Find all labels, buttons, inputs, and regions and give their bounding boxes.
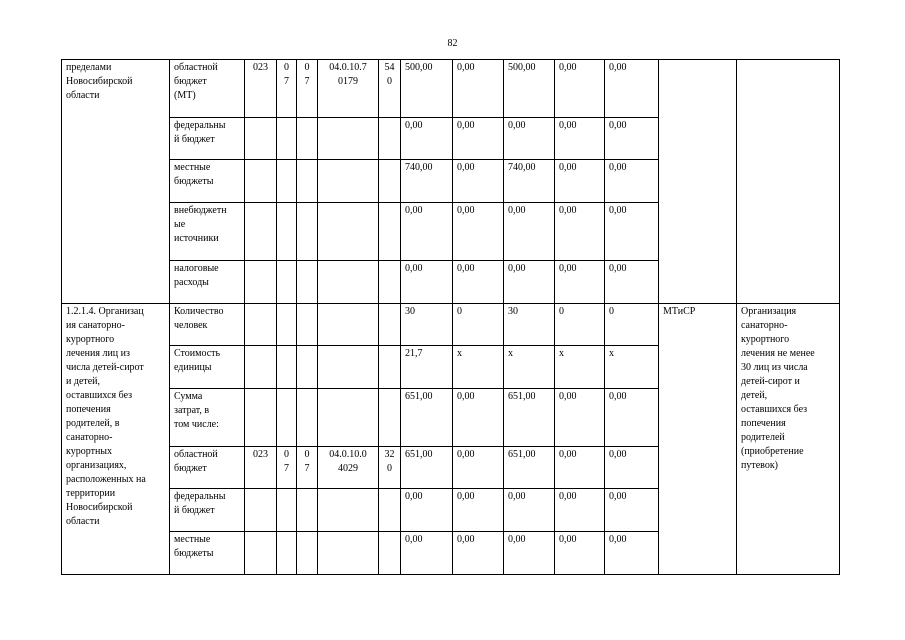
page-number: 82 xyxy=(447,38,458,49)
year3-cell: 0,00 xyxy=(555,160,605,203)
year3-cell: 0,00 xyxy=(555,60,605,118)
total-cell: 740,00 xyxy=(401,160,453,203)
grbs-cell xyxy=(245,389,277,447)
year4-cell: 0,00 xyxy=(605,389,659,447)
year1-cell: 0 xyxy=(453,304,504,346)
pr-cell xyxy=(297,203,318,261)
year2-cell: 0,00 xyxy=(504,489,555,532)
year2-cell: 0,00 xyxy=(504,118,555,160)
rz-cell xyxy=(277,160,297,203)
vr-cell xyxy=(379,389,401,447)
year1-cell: 0,00 xyxy=(453,532,504,575)
total-cell: 651,00 xyxy=(401,447,453,489)
year4-cell: 0,00 xyxy=(605,160,659,203)
table-row xyxy=(62,60,840,118)
source-cell: налоговые расходы xyxy=(170,261,245,304)
year2-cell: 651,00 xyxy=(504,447,555,489)
source-cell: областной бюджет (МТ) xyxy=(170,60,245,118)
result-cell: Организация санаторно- курортного лечения не менее 30 лиц из числа детей-сирот и детей, оставшихся без попечения родителей (приобретение путевок) xyxy=(737,304,840,575)
vr-cell: 32 0 xyxy=(379,447,401,489)
total-cell: 30 xyxy=(401,304,453,346)
rz-cell xyxy=(277,261,297,304)
grbs-cell xyxy=(245,261,277,304)
pr-cell: 0 7 xyxy=(297,447,318,489)
year1-cell: 0,00 xyxy=(453,160,504,203)
rz-cell xyxy=(277,203,297,261)
vr-cell xyxy=(379,489,401,532)
year1-cell: x xyxy=(453,346,504,389)
rz-cell xyxy=(277,532,297,575)
year3-cell: 0 xyxy=(555,304,605,346)
rz-cell xyxy=(277,118,297,160)
rz-cell: 0 7 xyxy=(277,60,297,118)
year2-cell: 0,00 xyxy=(504,532,555,575)
pr-cell xyxy=(297,389,318,447)
vr-cell xyxy=(379,118,401,160)
total-cell: 0,00 xyxy=(401,118,453,160)
year1-cell: 0,00 xyxy=(453,203,504,261)
year4-cell: 0,00 xyxy=(605,532,659,575)
year1-cell: 0,00 xyxy=(453,60,504,118)
grbs-cell xyxy=(245,160,277,203)
year4-cell: 0,00 xyxy=(605,447,659,489)
rz-cell xyxy=(277,389,297,447)
year2-cell: 30 xyxy=(504,304,555,346)
csr-cell xyxy=(318,489,379,532)
year2-cell: 0,00 xyxy=(504,261,555,304)
grbs-cell xyxy=(245,489,277,532)
pr-cell xyxy=(297,160,318,203)
source-cell: федеральны й бюджет xyxy=(170,489,245,532)
table-row xyxy=(62,304,840,346)
year4-cell: 0,00 xyxy=(605,203,659,261)
event-cell: пределами Новосибирской области xyxy=(62,60,170,304)
executor-cell xyxy=(659,60,737,304)
year1-cell: 0,00 xyxy=(453,389,504,447)
vr-cell xyxy=(379,261,401,304)
total-cell: 500,00 xyxy=(401,60,453,118)
total-cell: 0,00 xyxy=(401,532,453,575)
csr-cell xyxy=(318,261,379,304)
source-cell: внебюджетн ые источники xyxy=(170,203,245,261)
year3-cell: 0,00 xyxy=(555,118,605,160)
rz-cell xyxy=(277,489,297,532)
year4-cell: 0,00 xyxy=(605,60,659,118)
csr-cell: 04.0.10.0 4029 xyxy=(318,447,379,489)
pr-cell xyxy=(297,489,318,532)
pr-cell xyxy=(297,304,318,346)
source-cell: местные бюджеты xyxy=(170,532,245,575)
csr-cell xyxy=(318,160,379,203)
source-cell: федеральны й бюджет xyxy=(170,118,245,160)
vr-cell xyxy=(379,304,401,346)
year2-cell: 651,00 xyxy=(504,389,555,447)
year1-cell: 0,00 xyxy=(453,447,504,489)
year2-cell: 740,00 xyxy=(504,160,555,203)
year3-cell: 0,00 xyxy=(555,203,605,261)
vr-cell xyxy=(379,532,401,575)
year1-cell: 0,00 xyxy=(453,261,504,304)
csr-cell xyxy=(318,389,379,447)
year4-cell: 0 xyxy=(605,304,659,346)
vr-cell: 54 0 xyxy=(379,60,401,118)
year4-cell: x xyxy=(605,346,659,389)
grbs-cell xyxy=(245,203,277,261)
year2-cell: 0,00 xyxy=(504,203,555,261)
budget-table xyxy=(61,59,840,575)
source-cell: областной бюджет xyxy=(170,447,245,489)
csr-cell xyxy=(318,346,379,389)
csr-cell xyxy=(318,118,379,160)
pr-cell xyxy=(297,532,318,575)
pr-cell xyxy=(297,346,318,389)
vr-cell xyxy=(379,203,401,261)
pr-cell xyxy=(297,118,318,160)
executor-cell: МТиСР xyxy=(659,304,737,575)
csr-cell xyxy=(318,532,379,575)
result-cell xyxy=(737,60,840,304)
year3-cell: 0,00 xyxy=(555,447,605,489)
total-cell: 651,00 xyxy=(401,389,453,447)
rz-cell xyxy=(277,346,297,389)
vr-cell xyxy=(379,346,401,389)
year4-cell: 0,00 xyxy=(605,118,659,160)
event-cell: 1.2.1.4. Организац ия санаторно- курортного лечения лиц из числа детей-сирот и детей, оставшихся без попечения родителей, в санаторно- курортных организациях, расположенных на территории Новосибирской области xyxy=(62,304,170,575)
year1-cell: 0,00 xyxy=(453,489,504,532)
source-cell: местные бюджеты xyxy=(170,160,245,203)
grbs-cell xyxy=(245,532,277,575)
total-cell: 21,7 xyxy=(401,346,453,389)
rz-cell xyxy=(277,304,297,346)
year3-cell: 0,00 xyxy=(555,532,605,575)
grbs-cell xyxy=(245,346,277,389)
year4-cell: 0,00 xyxy=(605,261,659,304)
year3-cell: 0,00 xyxy=(555,489,605,532)
year2-cell: 500,00 xyxy=(504,60,555,118)
vr-cell xyxy=(379,160,401,203)
total-cell: 0,00 xyxy=(401,203,453,261)
pr-cell xyxy=(297,261,318,304)
pr-cell: 0 7 xyxy=(297,60,318,118)
grbs-cell xyxy=(245,304,277,346)
year1-cell: 0,00 xyxy=(453,118,504,160)
csr-cell xyxy=(318,304,379,346)
source-cell: Стоимость единицы xyxy=(170,346,245,389)
year3-cell: 0,00 xyxy=(555,389,605,447)
rz-cell: 0 7 xyxy=(277,447,297,489)
source-cell: Количество человек xyxy=(170,304,245,346)
total-cell: 0,00 xyxy=(401,261,453,304)
year3-cell: 0,00 xyxy=(555,261,605,304)
grbs-cell xyxy=(245,118,277,160)
grbs-cell: 023 xyxy=(245,60,277,118)
source-cell: Сумма затрат, в том числе: xyxy=(170,389,245,447)
csr-cell: 04.0.10.7 0179 xyxy=(318,60,379,118)
year2-cell: x xyxy=(504,346,555,389)
year3-cell: x xyxy=(555,346,605,389)
csr-cell xyxy=(318,203,379,261)
year4-cell: 0,00 xyxy=(605,489,659,532)
grbs-cell: 023 xyxy=(245,447,277,489)
total-cell: 0,00 xyxy=(401,489,453,532)
